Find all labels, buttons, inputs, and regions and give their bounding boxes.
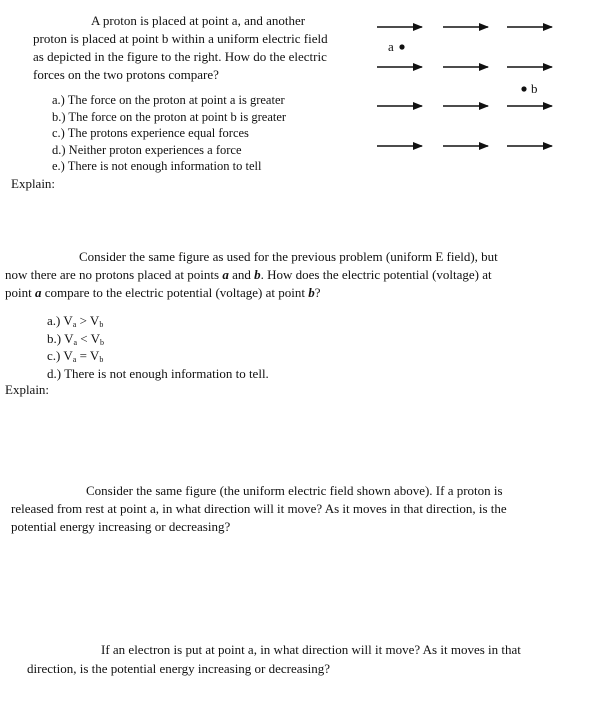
q2-option-c-op: = V	[76, 348, 100, 363]
q2-option-a-op: > V	[76, 313, 100, 328]
q2-point-b: b	[308, 285, 315, 300]
q4-line-2: direction, is the potential energy increasing or decreasing?	[27, 661, 330, 676]
q2-option-b-sub2: b	[100, 337, 105, 347]
q2-point-a: a	[222, 267, 229, 282]
q1-line-4: forces on the two protons compare?	[33, 67, 219, 82]
q1-explain-label: Explain:	[11, 176, 56, 191]
q1-option-e: e.) There is not enough information to tell	[52, 159, 262, 173]
q2-option-a-v: a.) V	[47, 313, 73, 328]
q1-line-3: as depicted in the figure to the right. How do the electric	[33, 49, 327, 64]
q2-line-3	[5, 284, 321, 302]
q2-point-a: a	[34, 285, 42, 300]
q1-option-c: c.) The protons experience equal forces	[52, 126, 249, 140]
q1-option-d: d.) Neither proton experiences a force	[52, 142, 242, 157]
q2-line-2-text: now there are no protons placed at points	[5, 267, 223, 282]
point-a-dot	[399, 44, 404, 49]
q2-line-1: Consider the same figure as used for the previous problem (uniform E field), but	[79, 249, 498, 264]
q1-line-1: A proton is placed at point a, and another	[91, 13, 306, 28]
q2-option-d: d.) There is not enough information to tell.	[47, 365, 269, 381]
point-b-dot	[521, 86, 526, 91]
q2-option-c-v: c.) V	[47, 348, 73, 363]
q2-line-3-text: point	[5, 285, 35, 300]
q1-option-a: a.) The force on the proton at point a is greater	[52, 93, 285, 107]
q4-line-1: If an electron is put at point a, in what direction will it move? As it moves in that	[101, 642, 521, 657]
q2-option-b-v: b.) V	[47, 330, 74, 346]
q3-line-3: potential energy increasing or decreasing?	[11, 519, 231, 534]
q2-line-2-rest: . How does the electric potential (voltage) at	[260, 267, 492, 282]
q3-line-2: released from rest at point a, in what direction will it move? As it moves in that direction, is the	[11, 501, 507, 516]
q3-line-1: Consider the same figure (the uniform electric field shown above). If a proton is	[86, 483, 503, 498]
q1-line-2: proton is placed at point b within a uniform electric field	[33, 31, 328, 46]
q2-line-3-mid: compare to the electric potential (voltage) at point	[41, 285, 309, 300]
point-b-label: b	[531, 81, 538, 96]
q2-line-2-and: and	[228, 267, 255, 282]
q2-line-2	[5, 266, 492, 284]
q2-option-c-sub1: a	[72, 355, 77, 364]
q2-option-a-sub1: a	[72, 320, 77, 329]
q2-option-b-op: < V	[77, 330, 101, 346]
q2-explain-label: Explain:	[5, 382, 50, 397]
q2-option-a-sub2: b	[99, 320, 104, 329]
q2-line-3-end: ?	[314, 285, 321, 300]
point-a-label: a	[388, 39, 394, 54]
uniform-field-figure	[370, 10, 570, 160]
q2-option-b-sub1: a	[73, 337, 78, 347]
q2-option-c-sub2: b	[99, 355, 104, 364]
q2-point-b: b	[254, 267, 261, 282]
q1-option-b: b.) The force on the proton at point b is greater	[52, 109, 287, 124]
